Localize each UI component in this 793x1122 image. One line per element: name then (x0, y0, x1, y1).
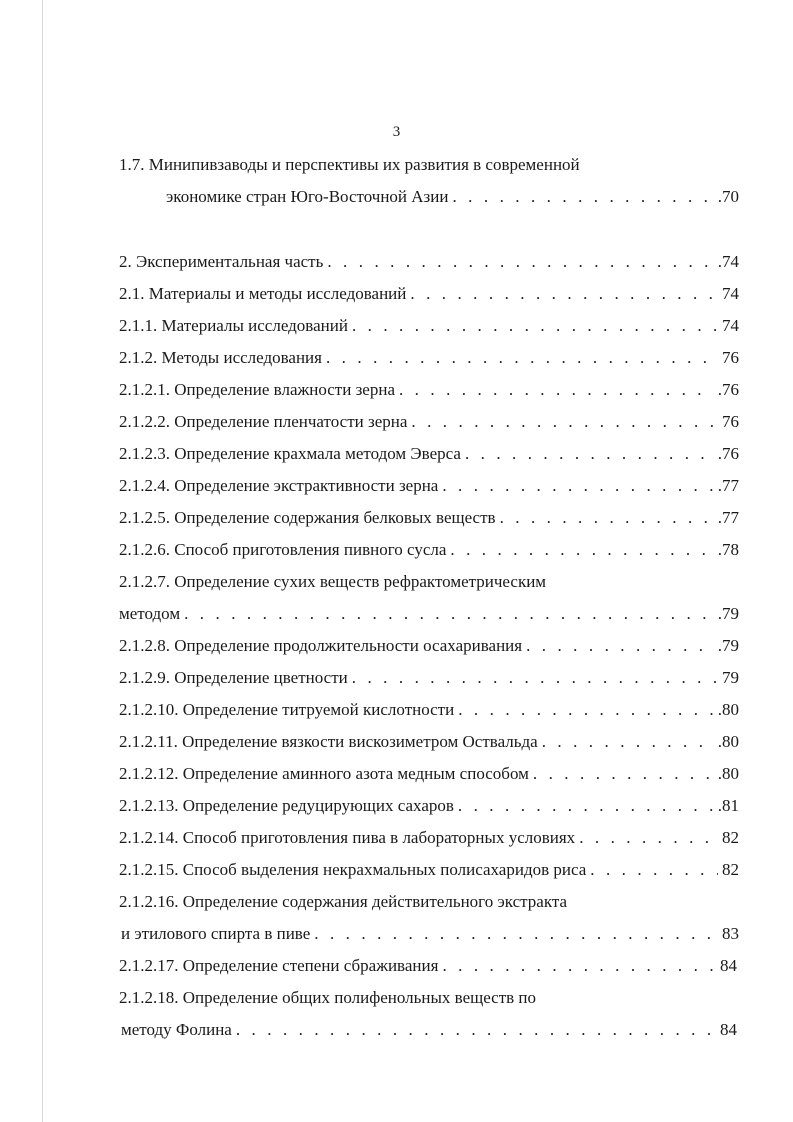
toc-entry-2-1-2-3 (119, 442, 739, 466)
toc-entry-title: 2.1.1. Материалы исследований (119, 316, 348, 335)
toc-leader-dots (579, 826, 718, 850)
toc-entry-page: 74 (722, 316, 739, 335)
toc-entry-page: 82 (722, 860, 739, 879)
toc-entry-page: .79 (717, 604, 739, 623)
toc-entry-title: 2.1.2.5. Определение содержания белковых веществ (119, 508, 496, 527)
toc-entry-title: 2. Экспериментальная часть (119, 252, 324, 271)
toc-entry-page: .76 (717, 380, 739, 399)
toc-entry-page: 82 (722, 828, 739, 847)
toc-entry-page: .70 (717, 187, 739, 206)
toc-entry-2-1 (119, 282, 739, 306)
toc-leader-dots (533, 762, 714, 786)
page-number: 3 (392, 124, 401, 140)
toc-entry-2-1-2-10 (119, 698, 739, 722)
toc-entry-2-1-2-9 (119, 666, 739, 690)
toc-entry-2-1-2 (119, 346, 739, 370)
toc-entry-2-1-2-8 (119, 634, 739, 658)
toc-entry-title: 2.1.2.17. Определение степени сбраживания (119, 956, 439, 975)
toc-entry-page: 76 (722, 348, 739, 367)
toc-entry-title: методу Фолина (121, 1020, 232, 1039)
toc-entry-title: 2.1.2. Методы исследования (119, 348, 322, 367)
toc-entry-title: 2.1.2.4. Определение экстрактивности зерна (119, 476, 439, 495)
toc-entry-page: .76 (717, 444, 739, 463)
toc-entry-1-7 (119, 153, 580, 177)
toc-entry-title: 2.1.2.16. Определение содержания действительного экстракта (119, 892, 568, 911)
toc-leader-dots (326, 346, 718, 370)
toc-entry-2-1-2-13 (119, 794, 739, 818)
toc-entry-2-1-2-1 (119, 378, 739, 402)
toc-leader-dots (442, 474, 713, 498)
toc-leader-dots (526, 634, 714, 658)
toc-entry-2-1-2-4 (119, 474, 739, 498)
toc-entry-title: 2.1.2.9. Определение цветности (119, 668, 348, 687)
toc-leader-dots (411, 410, 718, 434)
toc-entry-page: 84 (720, 956, 737, 975)
toc-entry-page: 74 (722, 284, 739, 303)
toc-entry-2-1-2-12 (119, 762, 739, 786)
toc-entry-title: 2.1.2.15. Способ выделения некрахмальных полисахаридов риса (119, 860, 587, 879)
toc-entry-page: .74 (717, 252, 739, 271)
toc-entry-2-1-2-7-cont (119, 602, 739, 626)
toc-entry-2-1-2-5 (119, 506, 739, 530)
toc-entry-title: 2.1.2.14. Способ приготовления пива в лабораторных условиях (119, 828, 576, 847)
toc-leader-dots (458, 698, 714, 722)
toc-entry-1-7-cont (166, 185, 739, 209)
toc-leader-dots (465, 442, 714, 466)
toc-entry-2-1-2-17 (119, 954, 737, 978)
toc-entry-page: 84 (720, 1020, 737, 1039)
toc-entry-title: 2.1.2.2. Определение пленчатости зерна (119, 412, 408, 431)
toc-entry-2-1-2-16 (119, 890, 567, 914)
toc-leader-dots (184, 602, 714, 626)
toc-entry-title: 2.1.2.13. Определение редуцирующих сахаров (119, 796, 454, 815)
toc-entry-2-1-2-11 (119, 730, 739, 754)
toc-entry-page: .80 (717, 764, 739, 783)
toc-entry-title: 2.1.2.12. Определение аминного азота медным способом (119, 764, 529, 783)
toc-entry-page: 79 (722, 668, 739, 687)
toc-entry-title: и этилового спирта в пиве (121, 924, 311, 943)
toc-entry-page: .79 (717, 636, 739, 655)
toc-leader-dots (442, 954, 716, 978)
toc-leader-dots (542, 730, 714, 754)
toc-entry-title: экономике стран Юго-Восточной Азии (166, 187, 449, 206)
toc-leader-dots (352, 666, 718, 690)
toc-leader-dots (410, 282, 718, 306)
toc-entry-title: 1.7. Минипивзаводы и перспективы их развития в современной (119, 155, 580, 174)
toc-entry-page: .80 (717, 700, 739, 719)
toc-entry-2-1-1 (119, 314, 739, 338)
toc-entry-2-1-2-6 (119, 538, 739, 562)
toc-entry-2-1-2-16-cont (121, 922, 739, 946)
toc-leader-dots (399, 378, 714, 402)
toc-leader-dots (314, 922, 718, 946)
toc-entry-title: 2.1.2.11. Определение вязкости вискозиметром Оствальда (119, 732, 538, 751)
toc-entry-title: 2.1.2.3. Определение крахмала методом Эверса (119, 444, 461, 463)
toc-leader-dots (327, 250, 713, 274)
toc-entry-page: .80 (717, 732, 739, 751)
toc-entry-page: 83 (722, 924, 739, 943)
toc-entry-title: 2.1.2.8. Определение продолжительности осахаривания (119, 636, 523, 655)
toc-leader-dots (452, 185, 713, 209)
toc-entry-title: методом (119, 604, 181, 623)
toc-entry-title: 2.1.2.1. Определение влажности зерна (119, 380, 395, 399)
toc-entry-page: 76 (722, 412, 739, 431)
toc-entry-title: 2.1.2.6. Способ приготовления пивного сусла (119, 540, 447, 559)
toc-leader-dots (352, 314, 718, 338)
toc-entry-page: .77 (717, 476, 739, 495)
toc-entry-title: 2.1.2.10. Определение титруемой кислотности (119, 700, 455, 719)
scan-edge (42, 0, 43, 1122)
toc-entry-2-1-2-15 (119, 858, 739, 882)
toc-entry-2-1-2-18 (119, 986, 536, 1010)
toc-leader-dots (590, 858, 718, 882)
toc-leader-dots (236, 1018, 716, 1042)
toc-entry-2-1-2-2 (119, 410, 739, 434)
toc-entry-2-1-2-14 (119, 826, 739, 850)
toc-entry-2-1-2-18-cont (121, 1018, 737, 1042)
toc-entry-title: 2.1. Материалы и методы исследований (119, 284, 407, 303)
toc-leader-dots (500, 506, 714, 530)
toc-entry-page: .81 (717, 796, 739, 815)
toc-entry-page: .78 (717, 540, 739, 559)
toc-entry-page: .77 (717, 508, 739, 527)
toc-leader-dots (458, 794, 714, 818)
toc-entry-2 (119, 250, 739, 274)
toc-entry-title: 2.1.2.7. Определение сухих веществ рефрактометрическим (119, 572, 547, 591)
toc-leader-dots (450, 538, 713, 562)
toc-entry-title: 2.1.2.18. Определение общих полифенольных веществ по (119, 988, 537, 1007)
toc-entry-2-1-2-7 (119, 570, 546, 594)
